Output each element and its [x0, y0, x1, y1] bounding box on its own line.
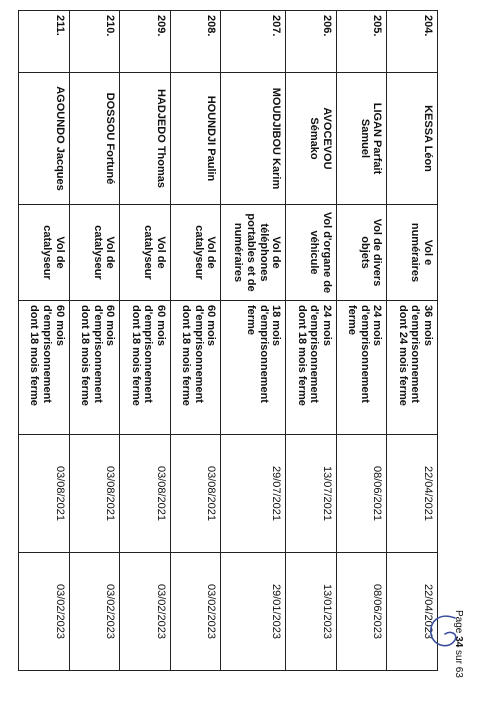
table-row	[120, 11, 171, 671]
incarceration-date-cell	[170, 435, 221, 553]
release-date-cell	[286, 553, 337, 671]
offense: Vol de catalyseur	[142, 225, 167, 280]
detainee-name: MOUDJIBOU Karim	[270, 87, 283, 190]
release-date: 03/02/2023	[205, 583, 218, 640]
incarceration-date-cell	[120, 435, 171, 553]
offense-cell	[170, 205, 221, 301]
incarceration-date: 03/08/2021	[53, 465, 66, 522]
sentence-cell	[69, 301, 120, 435]
sentence-cell	[120, 301, 171, 435]
row-number-cell	[120, 11, 171, 73]
sentence-cell	[286, 301, 337, 435]
page-total: 63	[453, 666, 464, 678]
incarceration-date: 13/07/2021	[320, 465, 333, 522]
sentence-cell	[221, 301, 286, 435]
row-number: 211.	[53, 15, 66, 36]
release-date: 22/04/2023	[422, 583, 434, 640]
offense: Vol de catalyseur	[91, 225, 117, 280]
detainee-name: AVOCEVOU Sémako	[308, 107, 333, 170]
signature-mark-icon	[425, 612, 461, 652]
incarceration-date-cell	[286, 435, 337, 553]
sentence-cell	[336, 301, 387, 435]
incarceration-date-cell	[69, 435, 120, 553]
detainee-name-cell	[120, 73, 171, 205]
release-date: 03/02/2023	[104, 583, 117, 640]
page-prefix: Page	[453, 610, 464, 637]
release-date: 29/01/2023	[270, 583, 283, 640]
sentence-cell	[19, 301, 70, 435]
detainee-name-cell	[69, 73, 120, 205]
incarceration-date: 22/04/2021	[422, 465, 434, 522]
incarceration-date-cell	[221, 435, 286, 553]
sentence-cell	[170, 301, 221, 435]
incarceration-date-cell	[336, 435, 387, 553]
detainee-name: HADJEDO Thomas	[154, 88, 167, 189]
release-date: 03/02/2023	[154, 583, 167, 640]
detainee-name-cell	[19, 73, 70, 205]
incarceration-date: 08/06/2021	[371, 465, 384, 522]
incarceration-date: 03/08/2021	[205, 465, 218, 522]
release-date-cell	[69, 553, 120, 671]
sentence: 18 mois d'emprisonnement ferme	[244, 305, 283, 403]
sentence: 24 mois d'emprisonnement ferme	[346, 305, 384, 403]
sentence: 60 mois d'emprisonnement dont 18 mois ferme	[180, 305, 218, 406]
detainee-name: KESSA Léon	[422, 105, 434, 172]
sentence: 60 mois d'emprisonnement dont 18 mois ferme	[78, 305, 117, 406]
detainee-name: AGOUNDO Jacques	[53, 86, 66, 191]
incarceration-date-cell	[19, 435, 70, 553]
table-body	[19, 11, 438, 671]
incarceration-date: 03/08/2021	[154, 465, 167, 522]
incarceration-date: 29/07/2021	[270, 465, 283, 522]
offense: Vol de catalyseur	[192, 225, 218, 280]
row-number: 209.	[154, 15, 167, 37]
detainee-name-cell	[387, 73, 438, 205]
row-number-cell	[387, 11, 438, 73]
detainee-name: HOUNDJI Paulin	[205, 95, 218, 182]
row-number: 207.	[270, 15, 283, 37]
sentence-cell	[387, 301, 438, 435]
sentence: 60 mois d'emprisonnement dont 18 mois ferme	[28, 305, 66, 406]
rotated-table-container	[18, 10, 438, 670]
incarceration-date-cell	[387, 435, 438, 553]
offense: Vol de catalyseur	[40, 225, 66, 280]
page-mid: sur	[453, 647, 464, 667]
offense-cell	[221, 205, 286, 301]
offense: Vol de divers objets	[358, 218, 384, 287]
release-date-cell	[221, 553, 286, 671]
row-number: 206.	[320, 15, 333, 37]
row-number-cell	[170, 11, 221, 73]
incarceration-date: 03/08/2021	[104, 465, 117, 522]
offense: Vol de téléphones portables et de numéraires	[232, 213, 283, 292]
release-date-cell	[170, 553, 221, 671]
detainee-name-cell	[170, 73, 221, 205]
table-row	[387, 11, 438, 671]
offense: Vol d'organe de véhicule	[308, 211, 333, 294]
table-row	[221, 11, 286, 671]
offense-cell	[19, 205, 70, 301]
detainee-name-cell	[286, 73, 337, 205]
table-row	[286, 11, 337, 671]
release-date-cell	[336, 553, 387, 671]
detainee-table	[18, 10, 438, 671]
row-number-cell	[286, 11, 337, 73]
table-row	[336, 11, 387, 671]
row-number-cell	[336, 11, 387, 73]
row-number-cell	[221, 11, 286, 73]
sentence: 24 mois d'emprisonnement dont 18 mois ferme	[295, 305, 333, 406]
detainee-name: DOSSOU Fortuné	[104, 92, 117, 185]
release-date: 08/06/2023	[371, 583, 384, 640]
row-number-cell	[19, 11, 70, 73]
release-date: 13/01/2023	[320, 583, 333, 640]
table-row	[69, 11, 120, 671]
row-number-cell	[69, 11, 120, 73]
offense-cell	[120, 205, 171, 301]
sentence: 60 mois d'emprisonnement dont 18 mois ferme	[129, 305, 167, 406]
row-number: 210.	[104, 15, 117, 37]
detainee-name: LIGAN Parfait Samuel	[358, 102, 384, 175]
page-current: 34	[453, 636, 464, 648]
table-row	[170, 11, 221, 671]
sentence: 36 mois d'emprisonnement dont 24 mois ferme	[396, 305, 434, 406]
row-number: 204.	[422, 15, 434, 37]
offense: Vol e numéraires	[409, 222, 434, 283]
release-date: 03/02/2023	[53, 583, 66, 640]
row-number: 205.	[371, 15, 384, 37]
offense-cell	[69, 205, 120, 301]
release-date-cell	[120, 553, 171, 671]
table-row	[19, 11, 70, 671]
row-number: 208.	[205, 15, 218, 37]
offense-cell	[387, 205, 438, 301]
detainee-name-cell	[336, 73, 387, 205]
offense-cell	[286, 205, 337, 301]
detainee-name-cell	[221, 73, 286, 205]
release-date-cell	[19, 553, 70, 671]
offense-cell	[336, 205, 387, 301]
